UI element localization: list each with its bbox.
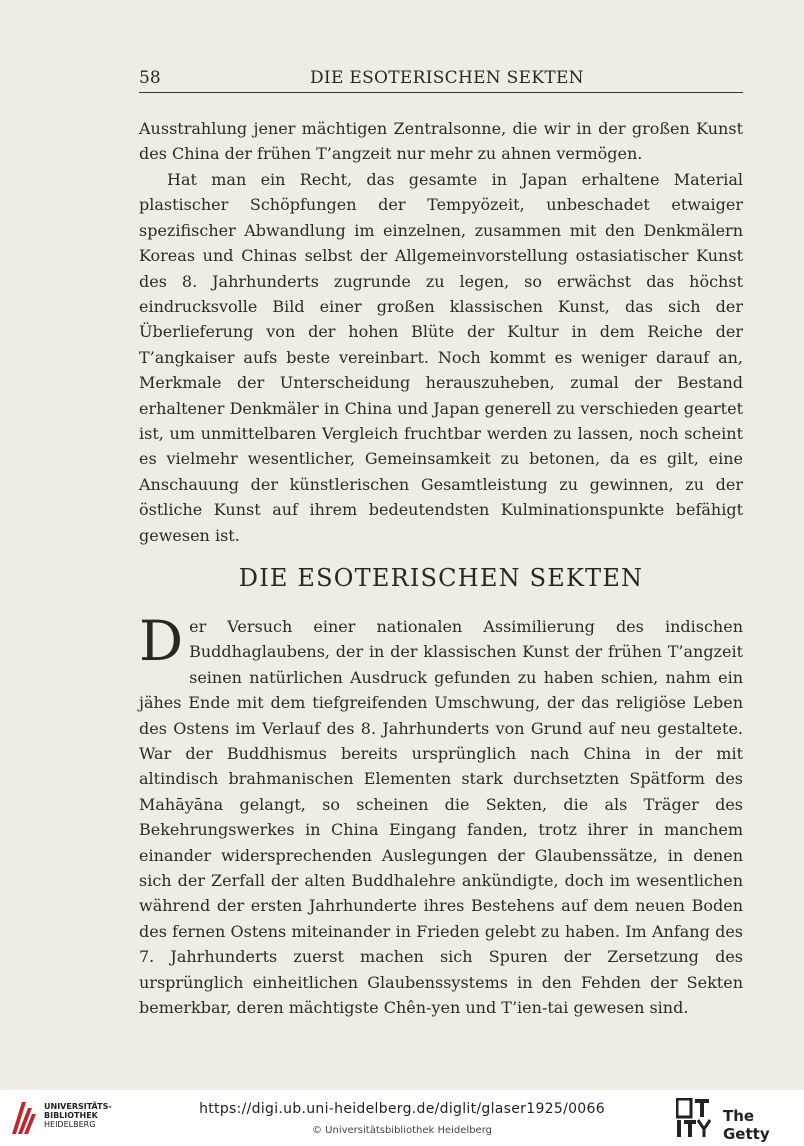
paragraph-3-text: er Versuch einer nationalen Assimilierung des indischen Buddhaglaubens, der in der klassischen Kunst der frühen T’angzeit seinen natürlichen Ausdruck gefunden zu haben schien, nahm ein jähes Ende mit dem tiefgreifenden Umschwung, der das religiöse Leben des Ostens im Verlauf des 8. Jahrhunderts von Grund auf neu gestaltete. War der Buddhismus bereits ursprünglich nach China in der mit altindisch brahmanischen Elementen stark durchsetzten Spätform des Mahāyāna gelangt, so scheinen die Sekten, die als Träger des Bekehrungswerkes in China Eingang fanden, trotz ihrer in manchem einander widersprechenden Auslegungen der Glaubenssätze, in denen sich der Zerfall der alten Buddhalehre ankündigte, doch im wesentlichen während der ersten Jahrhunderte ihres Bestehens auf dem neuen Boden des fernen Ostens miteinander in Frieden gelebt zu haben. Im Anfang des 7. Jahrhunderts zuerst machen sich Spuren der Zersetzung des ursprünglich einheitlichen Glaubenssystems in den Fehden der Sekten bemerkbar, deren mächtigste Chên-yen und T’ien-tai gewesen sind.: [139, 617, 743, 1018]
viewer-footer: [0, 1090, 804, 1146]
running-title: DIE ESOTERISCHEN SEKTEN: [310, 68, 584, 88]
page-number: 58: [139, 68, 161, 88]
permalink-url[interactable]: https://digi.ub.uni-heidelberg.de/diglit/glaser1925/0066: [199, 1101, 605, 1117]
paragraph-3: [139, 609, 743, 1021]
drop-cap: D: [139, 609, 184, 673]
library-name-line: BIBLIOTHEK: [44, 1111, 98, 1120]
library-name-line: UNIVERSITÄTS-: [44, 1102, 112, 1111]
paragraph-1: Ausstrahlung jener mächtigen Zentralsonne, die wir in der großen Kunst des China der frühen T’angzeit nur mehr zu ahnen vermögen.: [139, 119, 743, 164]
partner-name: The Getty: [723, 1107, 770, 1143]
copyright-notice: © Universitätsbibliothek Heidelberg: [311, 1125, 492, 1136]
library-name-line: HEIDELBERG: [44, 1120, 96, 1129]
getty-logo-icon: [676, 1098, 712, 1138]
running-head: [139, 66, 743, 93]
paragraph-2: Hat man ein Recht, das gesamte in Japan erhaltene Material plastischer Schöpfungen der Tempyözeit, unbeschadet etwaiger spezifischer Abwandlung im einzelnen, zusammen mit den Denkmälern Koreas und Chinas selbst der Allgemeinvorstellung ostasiatischer Kunst des 8. Jahrhunderts zugrunde zu legen, so erwächst das höchst eindrucksvolle Bild einer großen klassischen Kunst, das sich der Überlieferung von der hohen Blüte der Kultur in dem Reiche der T’angkaiser aufs beste vereinbart. Noch kommt es weniger darauf an, Merkmale der Unterscheidung herauszuheben, zumal der Bestand erhaltener Denkmäler in China und Japan generell zu verschieden geartet ist, um unmittelbaren Vergleich fruchtbar werden zu lassen, noch scheint es vielmehr wesentlicher, Gemeinsamkeit zu betonen, da es gilt, eine Anschauung der künstlerischen Gesamtleistung zu gewinnen, zu der östliche Kunst auf ihrem bedeutendsten Kulminationspunkte befähigt gewesen ist.: [139, 170, 743, 545]
section-title: DIE ESOTERISCHEN SEKTEN: [238, 564, 644, 592]
